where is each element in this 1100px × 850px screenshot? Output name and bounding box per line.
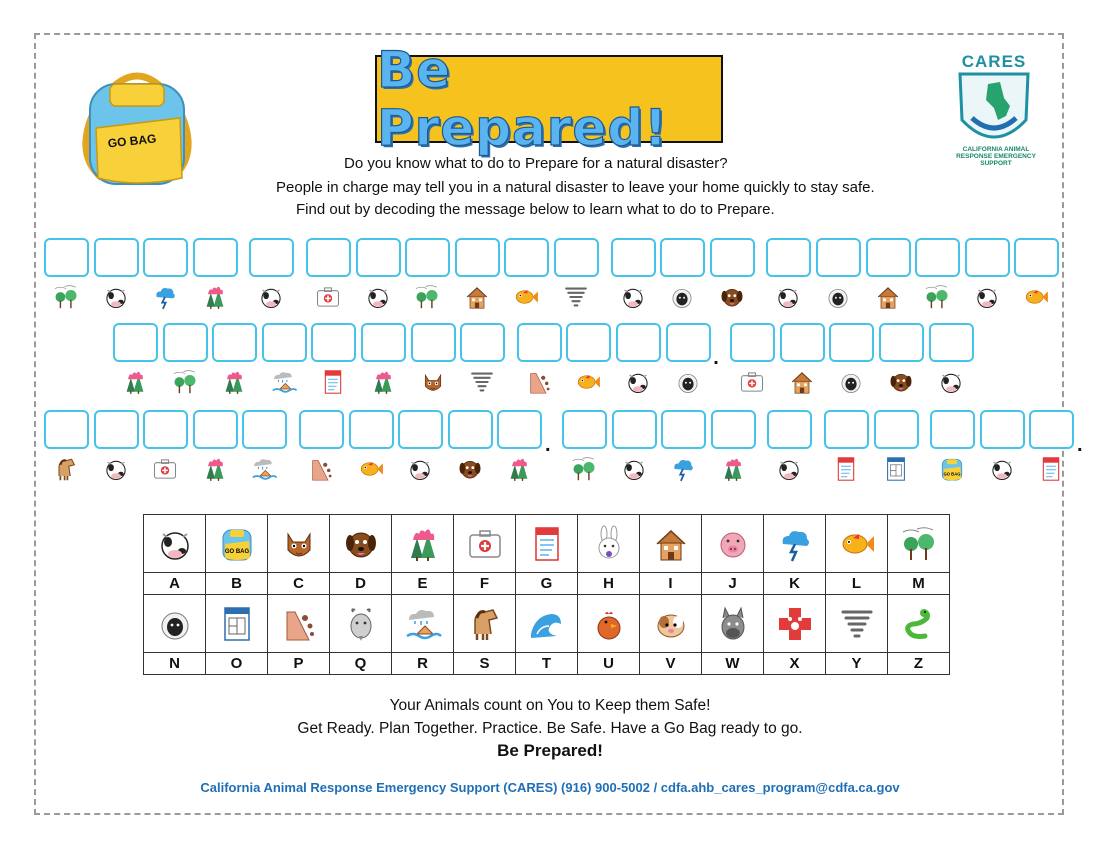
answer-box[interactable]: [143, 238, 188, 277]
answer-box[interactable]: [361, 323, 406, 362]
key-cell-y: [826, 595, 888, 653]
cow-icon: [144, 516, 205, 572]
key-letter: E: [392, 573, 454, 595]
cow-icon: [970, 282, 1004, 312]
sheep-icon: [821, 282, 855, 312]
tree-icon: [920, 282, 954, 312]
fish-icon: [354, 454, 388, 484]
tree-icon: [567, 454, 601, 484]
sheep-icon: [144, 596, 205, 652]
storm-icon: [764, 516, 825, 572]
period-mark: .: [1077, 434, 1083, 456]
answer-box[interactable]: [193, 238, 238, 277]
kit-icon: [311, 282, 345, 312]
answer-box[interactable]: [262, 323, 307, 362]
key-cell-a: [144, 515, 206, 573]
key-cell-h: [578, 515, 640, 573]
answer-box[interactable]: [1029, 410, 1074, 449]
fish-icon: [509, 282, 543, 312]
chicken-icon: [578, 596, 639, 652]
key-cell-o: [206, 595, 268, 653]
answer-box[interactable]: [242, 410, 287, 449]
key-letter: T: [516, 653, 578, 675]
key-cell-p: [268, 595, 330, 653]
answer-box[interactable]: [44, 410, 89, 449]
key-cell-b: [206, 515, 268, 573]
intro-line-1: Do you know what to do to Prepare for a natural disaster?: [344, 155, 728, 172]
answer-box[interactable]: [299, 410, 344, 449]
key-letter: N: [144, 653, 206, 675]
answer-box[interactable]: [879, 323, 924, 362]
kit-icon: [454, 516, 515, 572]
answer-box[interactable]: [929, 323, 974, 362]
answer-box[interactable]: [504, 238, 549, 277]
guineapig-icon: [640, 596, 701, 652]
answer-box[interactable]: [816, 238, 861, 277]
answer-box[interactable]: [1014, 238, 1059, 277]
tornado-icon: [826, 596, 887, 652]
key-letter: B: [206, 573, 268, 595]
fire-icon: [502, 454, 536, 484]
dog-icon: [453, 454, 487, 484]
key-letter: L: [826, 573, 888, 595]
key-letter: R: [392, 653, 454, 675]
fire-icon: [716, 454, 750, 484]
rabbit-icon: [578, 516, 639, 572]
answer-box[interactable]: [455, 238, 500, 277]
rocks-icon: [522, 367, 556, 397]
key-cell-j: [702, 515, 764, 573]
footer-slogan: Be Prepared!: [497, 741, 603, 760]
cow-icon: [99, 282, 133, 312]
key-cell-r: [392, 595, 454, 653]
answer-box[interactable]: [930, 410, 975, 449]
fire-icon: [198, 454, 232, 484]
answer-box[interactable]: [829, 323, 874, 362]
key-cell-c: [268, 515, 330, 573]
logo-name: CARES: [961, 52, 1027, 71]
answer-box[interactable]: [193, 410, 238, 449]
key-letter: S: [454, 653, 516, 675]
cow-icon: [403, 454, 437, 484]
answer-box[interactable]: [44, 238, 89, 277]
flood-icon: [392, 596, 453, 652]
plan-icon: [829, 454, 863, 484]
key-letter: D: [330, 573, 392, 595]
answer-box[interactable]: [612, 410, 657, 449]
answer-box[interactable]: [915, 238, 960, 277]
key-cell-w: [702, 595, 764, 653]
key-letter: Y: [826, 653, 888, 675]
gobag-icon: [935, 454, 969, 484]
answer-box[interactable]: [661, 410, 706, 449]
answer-box[interactable]: [611, 238, 656, 277]
sheep-icon: [834, 367, 868, 397]
tree-icon: [888, 516, 949, 572]
key-letter: Q: [330, 653, 392, 675]
answer-box[interactable]: [562, 410, 607, 449]
logo-tagline: CALIFORNIA ANIMAL RESPONSE EMERGENCY SUPPORT: [956, 146, 1036, 167]
cow-icon: [254, 282, 288, 312]
key-cell-t: [516, 595, 578, 653]
fish-icon: [571, 367, 605, 397]
answer-box[interactable]: [405, 238, 450, 277]
answer-box[interactable]: [311, 323, 356, 362]
key-letter: G: [516, 573, 578, 595]
cow-icon: [361, 282, 395, 312]
cow-icon: [934, 367, 968, 397]
cares-logo: [948, 50, 1040, 167]
answer-box[interactable]: [163, 323, 208, 362]
answer-box[interactable]: [824, 410, 869, 449]
key-cell-k: [764, 515, 826, 573]
horse-icon: [49, 454, 83, 484]
key-letter: J: [702, 573, 764, 595]
key-cell-f: [454, 515, 516, 573]
key-cell-d: [330, 515, 392, 573]
answer-box[interactable]: [710, 238, 755, 277]
answer-box[interactable]: [666, 323, 711, 362]
key-letter: M: [888, 573, 950, 595]
rocks-icon: [268, 596, 329, 652]
answer-box[interactable]: [448, 410, 493, 449]
fire-icon: [198, 282, 232, 312]
fire-icon: [217, 367, 251, 397]
cow-icon: [616, 282, 650, 312]
tornado-icon: [559, 282, 593, 312]
pig-icon: [702, 516, 763, 572]
svg-text:GO BAG: GO BAG: [943, 471, 961, 477]
decoder-key-table: [143, 514, 950, 675]
key-letter: O: [206, 653, 268, 675]
page-title: Be Prepared!: [377, 41, 668, 157]
goat-icon: [330, 596, 391, 652]
donkey-icon: [702, 596, 763, 652]
answer-box[interactable]: [965, 238, 1010, 277]
key-letter: P: [268, 653, 330, 675]
tornado-icon: [465, 367, 499, 397]
fire-icon: [392, 516, 453, 572]
key-letter: X: [764, 653, 826, 675]
tree-icon: [49, 282, 83, 312]
key-cell-x: [764, 595, 826, 653]
footer-line-2: Get Ready. Plan Together. Practice. Be Safe. Have a Go Bag ready to go.: [297, 720, 803, 737]
key-letter: F: [454, 573, 516, 595]
cow-icon: [617, 454, 651, 484]
period-mark: .: [713, 347, 719, 369]
dog-icon: [884, 367, 918, 397]
rocks-icon: [304, 454, 338, 484]
answer-box[interactable]: [616, 323, 661, 362]
cow-icon: [985, 454, 1019, 484]
sheep-icon: [665, 282, 699, 312]
storm-icon: [666, 454, 700, 484]
evac-icon: [206, 596, 267, 652]
house-icon: [785, 367, 819, 397]
plan-icon: [316, 367, 350, 397]
key-letter: V: [640, 653, 702, 675]
kit-icon: [148, 454, 182, 484]
key-cell-l: [826, 515, 888, 573]
fish-icon: [1019, 282, 1053, 312]
answer-box[interactable]: [398, 410, 443, 449]
horse-icon: [454, 596, 515, 652]
plan-icon: [1034, 454, 1068, 484]
answer-box[interactable]: [980, 410, 1025, 449]
cow-icon: [621, 367, 655, 397]
go-bag-label: GO BAG: [107, 131, 157, 151]
tree-icon: [410, 282, 444, 312]
key-letter: Z: [888, 653, 950, 675]
sheep-icon: [671, 367, 705, 397]
key-letter: H: [578, 573, 640, 595]
dog-icon: [330, 516, 391, 572]
answer-box[interactable]: [306, 238, 351, 277]
key-cell-g: [516, 515, 578, 573]
answer-box[interactable]: [554, 238, 599, 277]
key-letter: U: [578, 653, 640, 675]
intro-line-3: Find out by decoding the message below to learn what to do to Prepare.: [296, 201, 775, 218]
cat-icon: [268, 516, 329, 572]
tree-icon: [168, 367, 202, 397]
answer-box[interactable]: [566, 323, 611, 362]
key-cell-v: [640, 595, 702, 653]
footer-line-1: Your Animals count on You to Keep them Safe!: [389, 697, 711, 714]
wave-icon: [516, 596, 577, 652]
svg-text:GO BAG: GO BAG: [224, 548, 249, 555]
key-cell-m: [888, 515, 950, 573]
cat-icon: [416, 367, 450, 397]
answer-box[interactable]: [460, 323, 505, 362]
answer-box[interactable]: [766, 238, 811, 277]
answer-box[interactable]: [143, 410, 188, 449]
answer-box[interactable]: [497, 410, 542, 449]
snake-icon: [888, 596, 949, 652]
period-mark: .: [545, 434, 551, 456]
answer-box[interactable]: [711, 410, 756, 449]
storm-icon: [148, 282, 182, 312]
gobag-icon: [206, 516, 267, 572]
key-cell-s: [454, 595, 516, 653]
fire-icon: [366, 367, 400, 397]
answer-box[interactable]: [866, 238, 911, 277]
answer-box[interactable]: [517, 323, 562, 362]
answer-box[interactable]: [730, 323, 775, 362]
fire-icon: [118, 367, 152, 397]
house-icon: [640, 516, 701, 572]
key-cell-e: [392, 515, 454, 573]
cow-icon: [771, 282, 805, 312]
cow-icon: [99, 454, 133, 484]
answer-box[interactable]: [767, 410, 812, 449]
answer-box[interactable]: [349, 410, 394, 449]
house-icon: [871, 282, 905, 312]
evac-icon: [879, 454, 913, 484]
key-cell-q: [330, 595, 392, 653]
key-letter: K: [764, 573, 826, 595]
kit-icon: [735, 367, 769, 397]
answer-box[interactable]: [212, 323, 257, 362]
key-letter: C: [268, 573, 330, 595]
house-icon: [460, 282, 494, 312]
key-cell-n: [144, 595, 206, 653]
key-cell-z: [888, 595, 950, 653]
answer-box[interactable]: [660, 238, 705, 277]
key-letter: A: [144, 573, 206, 595]
answer-box[interactable]: [94, 410, 139, 449]
cow-icon: [772, 454, 806, 484]
flood-icon: [247, 454, 281, 484]
key-letter: W: [702, 653, 764, 675]
answer-box[interactable]: [113, 323, 158, 362]
dog-icon: [715, 282, 749, 312]
key-cell-u: [578, 595, 640, 653]
plan-icon: [516, 516, 577, 572]
answer-box[interactable]: [780, 323, 825, 362]
answer-box[interactable]: [874, 410, 919, 449]
answer-box[interactable]: [249, 238, 294, 277]
key-letter: I: [640, 573, 702, 595]
title-banner: [375, 41, 723, 157]
answer-box[interactable]: [356, 238, 401, 277]
go-bag-icon: [82, 66, 192, 191]
answer-box[interactable]: [94, 238, 139, 277]
answer-box[interactable]: [411, 323, 456, 362]
key-cell-i: [640, 515, 702, 573]
intro-line-2: People in charge may tell you in a natural disaster to leave your home quickly to stay safe.: [276, 179, 875, 196]
flood-icon: [267, 367, 301, 397]
contact-info: California Animal Response Emergency Support (CARES) (916) 900-5002 / cdfa.ahb_cares_program@cdfa.ca.gov: [200, 780, 900, 795]
redcross-icon: [764, 596, 825, 652]
fish-icon: [826, 516, 887, 572]
